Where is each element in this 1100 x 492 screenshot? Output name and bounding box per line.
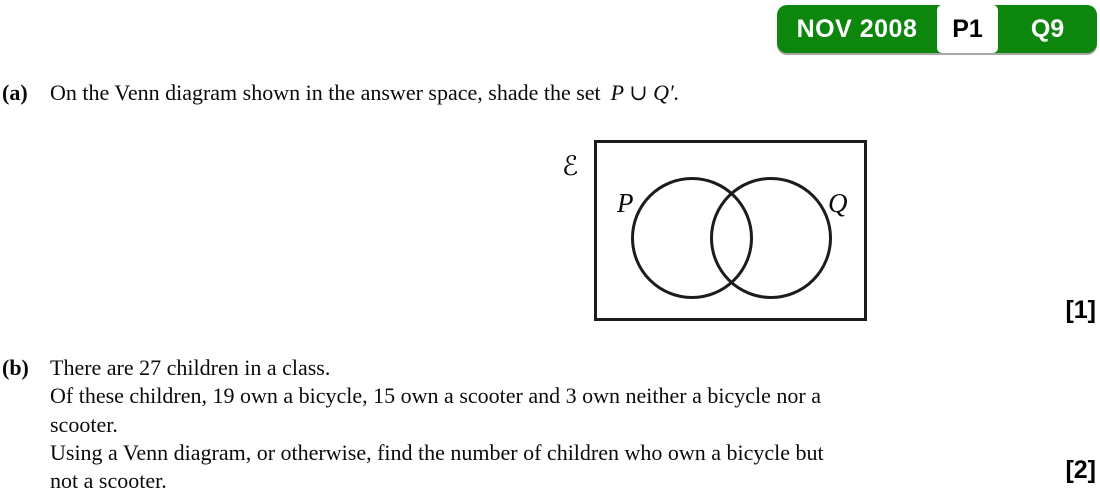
set-label-p: P [617, 188, 634, 218]
part-b-marks: [2] [1065, 456, 1096, 484]
venn-circle-q [710, 177, 832, 299]
part-b-line: scooter. [50, 411, 118, 437]
part-b-line: not a scooter. [50, 468, 167, 492]
set-label-q: Q [828, 188, 848, 218]
question-part-b [0, 354, 960, 492]
badge-paper-label: P1 [937, 5, 998, 53]
part-a-text [50, 79, 679, 107]
universal-set-symbol: ℰ [562, 151, 579, 182]
badge-question-number: Q9 [1030, 14, 1065, 43]
part-b-text [50, 354, 824, 492]
part-a-label: (a) [2, 80, 28, 105]
part-b-line: There are 27 children in a class. [50, 355, 331, 380]
question-source-badge [777, 5, 1097, 53]
set-expression: P ∪ Q′. [610, 80, 680, 105]
part-a-sentence: On the Venn diagram shown in the answer space, shade the set [50, 80, 601, 105]
part-b-label: (b) [2, 355, 29, 380]
part-b-line: Using a Venn diagram, or otherwise, find the number of children who own a bicycle but [50, 439, 824, 465]
badge-session-label: NOV 2008 [796, 14, 918, 43]
question-part-a [0, 79, 780, 107]
part-b-line: Of these children, 19 own a bicycle, 15 own a scooter and 3 own neither a bicycle nor a [50, 383, 821, 409]
part-a-marks: [1] [1065, 296, 1096, 324]
